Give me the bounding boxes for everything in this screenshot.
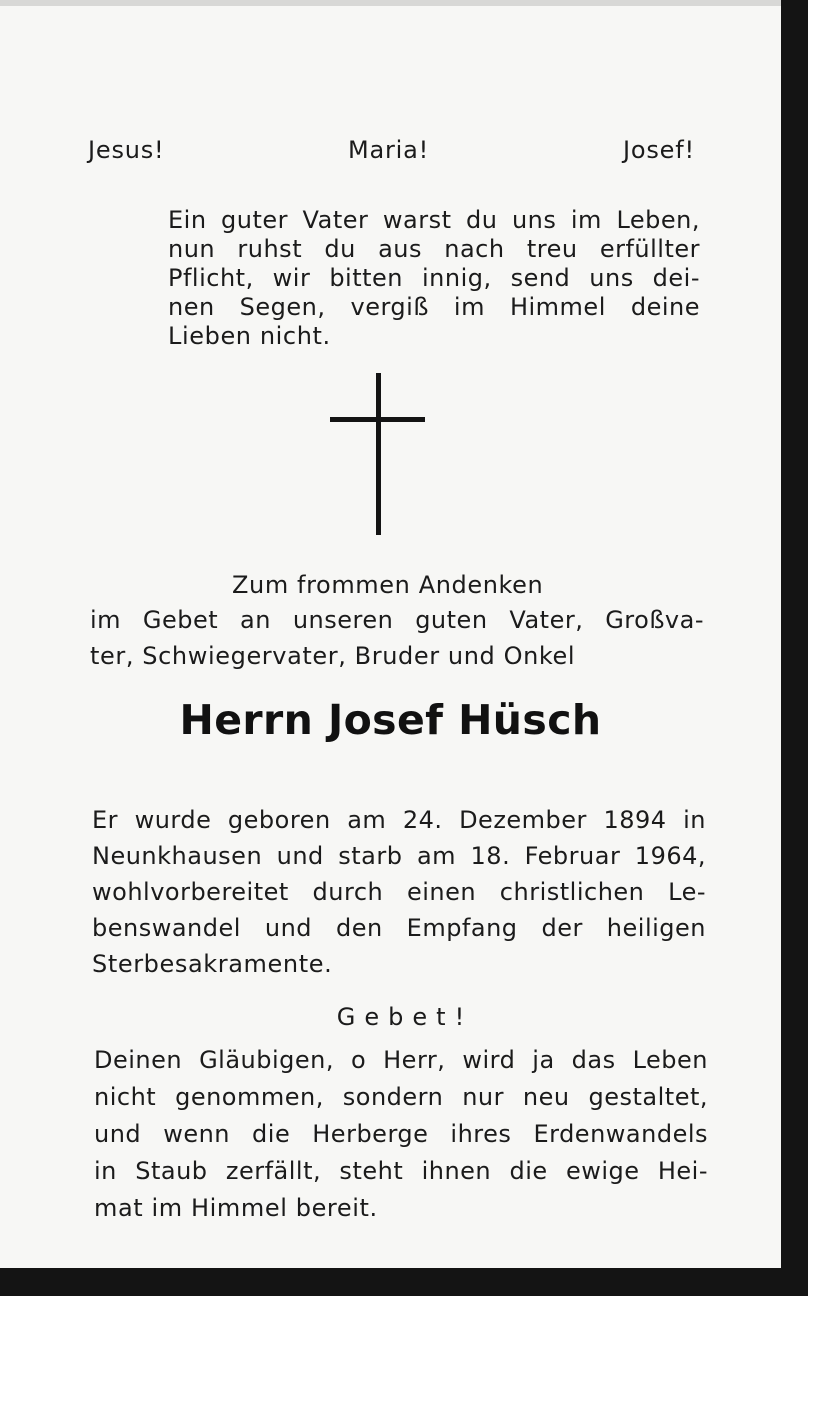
verse-line: Lieben nicht. xyxy=(168,322,331,350)
bio-line: Er wurde geboren am 24. Dezember 1894 in xyxy=(92,806,706,834)
bio-line: Sterbesakramente. xyxy=(92,950,333,978)
header-right-text: Josef! xyxy=(623,136,695,164)
prayer-line: nicht genommen, sondern nur neu gestaltet, xyxy=(94,1083,708,1111)
prayer-title: Gebet! xyxy=(336,1003,474,1031)
verse-line: nun ruhst du aus nach treu erfüllter xyxy=(168,235,700,263)
bio-line: Neunkhausen und starb am 18. Februar 1964, xyxy=(92,842,706,870)
prayer-line: und wenn die Herberge ihres Erdenwandels xyxy=(94,1120,708,1148)
mourning-border-bottom xyxy=(0,1268,808,1296)
verse-line: Ein guter Vater warst du uns im Leben, xyxy=(168,206,700,234)
bio-line: wohlvorbereitet durch einen christlichen Le- xyxy=(92,878,706,906)
verse-line: nen Segen, vergiß im Himmel deine xyxy=(168,293,700,321)
bio-line: benswandel und den Empfang der heiligen xyxy=(92,914,706,942)
remembrance-line: ter, Schwiegervater, Bruder und Onkel xyxy=(90,642,576,670)
header-left-text: Jesus! xyxy=(88,136,165,164)
remembrance-line: Zum frommen Andenken xyxy=(232,571,544,599)
mourning-border-right xyxy=(781,0,808,1295)
deceased-name: Herrn Josef Hüsch xyxy=(179,696,602,744)
header-center-text: Maria! xyxy=(348,136,430,164)
prayer-line: in Staub zerfällt, steht ihnen die ewige Hei- xyxy=(94,1157,708,1185)
prayer-line: Deinen Gläubigen, o Herr, wird ja das Leben xyxy=(94,1046,708,1074)
remembrance-line: im Gebet an unseren guten Vater, Großva- xyxy=(90,606,704,634)
verse-line: Pflicht, wir bitten innig, send uns dei- xyxy=(168,264,700,292)
prayer-line: mat im Himmel bereit. xyxy=(94,1194,378,1222)
